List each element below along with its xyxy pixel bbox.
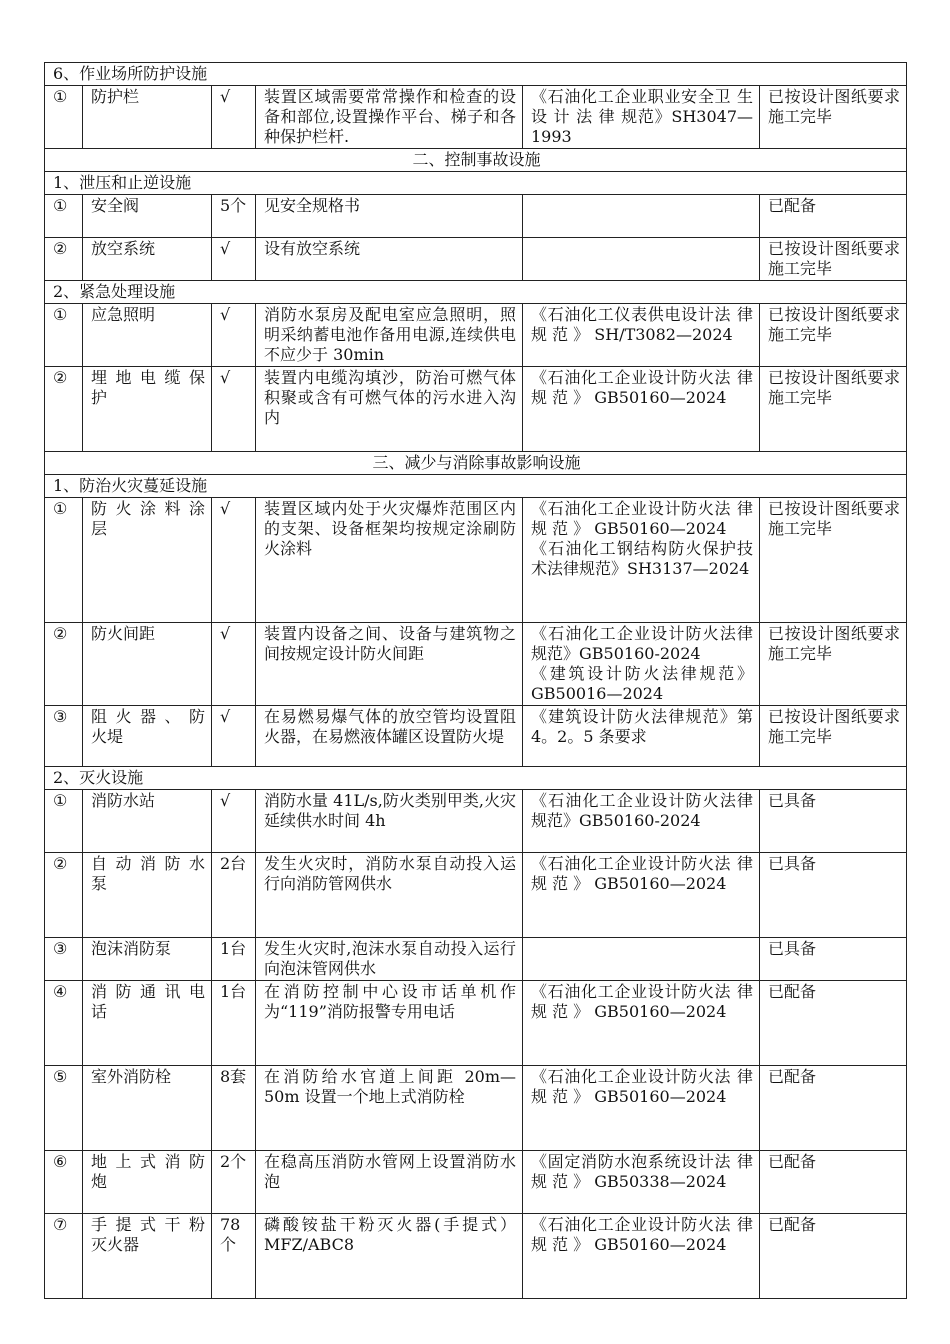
item-name: 埋 地 电 缆 保护 bbox=[83, 367, 212, 452]
item-number: ① bbox=[45, 86, 83, 149]
safety-facilities-table bbox=[44, 62, 907, 1299]
item-quantity: 8套 bbox=[212, 1066, 256, 1151]
item-name: 地 上 式 消 防炮 bbox=[83, 1151, 212, 1214]
subsection-row bbox=[45, 172, 907, 195]
item-quantity: √ bbox=[212, 623, 256, 706]
item-status: 已配备 bbox=[760, 195, 907, 238]
item-description: 发生火灾时,泡沫水泵自动投入运行向泡沫管网供水 bbox=[256, 938, 523, 981]
table-row bbox=[45, 706, 907, 767]
item-description: 在稳高压消防水管网上设置消防水泡 bbox=[256, 1151, 523, 1214]
table-row bbox=[45, 1151, 907, 1214]
subsection-row bbox=[45, 475, 907, 498]
table-row bbox=[45, 238, 907, 281]
item-name: 自 动 消 防 水泵 bbox=[83, 853, 212, 938]
item-quantity: 2台 bbox=[212, 853, 256, 938]
item-name: 防护栏 bbox=[83, 86, 212, 149]
section-title: 二、控制事故设施 bbox=[45, 149, 907, 172]
item-number: ③ bbox=[45, 938, 83, 981]
item-status: 已具备 bbox=[760, 790, 907, 853]
item-quantity: 5个 bbox=[212, 195, 256, 238]
item-description: 设有放空系统 bbox=[256, 238, 523, 281]
item-standard: 《石油化工企业设计防火法 律 规 范 》 GB50160—2024 bbox=[523, 1066, 760, 1151]
item-number: ② bbox=[45, 623, 83, 706]
item-quantity: 1台 bbox=[212, 981, 256, 1066]
item-name: 安全阀 bbox=[83, 195, 212, 238]
table-body bbox=[45, 63, 907, 1299]
item-number: ⑤ bbox=[45, 1066, 83, 1151]
item-name: 阻 火 器 、 防火堤 bbox=[83, 706, 212, 767]
item-number: ① bbox=[45, 790, 83, 853]
item-quantity: √ bbox=[212, 304, 256, 367]
item-status: 已配备 bbox=[760, 981, 907, 1066]
item-quantity: √ bbox=[212, 498, 256, 623]
item-description: 装置区域内处于火灾爆炸范围区内的支架、设备框架均按规定涂刷防火涂料 bbox=[256, 498, 523, 623]
item-description: 在易燃易爆气体的放空管均设置阻火器，在易燃液体罐区设置防火堤 bbox=[256, 706, 523, 767]
item-description: 在消防给水官道上间距 20m—50m 设置一个地上式消防栓 bbox=[256, 1066, 523, 1151]
item-quantity: √ bbox=[212, 238, 256, 281]
item-standard: 《石油化工企业设计防火法律规范》GB50160-2024 bbox=[523, 790, 760, 853]
item-standard: 《石油化工企业设计防火法律规范》GB50160-2024 《建筑设计防火法律规范》GB50016—2024 bbox=[523, 623, 760, 706]
table-row bbox=[45, 498, 907, 623]
item-name: 泡沫消防泵 bbox=[83, 938, 212, 981]
item-number: ⑥ bbox=[45, 1151, 83, 1214]
item-description: 发生火灾时，消防水泵自动投入运行向消防管网供水 bbox=[256, 853, 523, 938]
item-status: 已配备 bbox=[760, 1214, 907, 1299]
table-row bbox=[45, 86, 907, 149]
table-row bbox=[45, 853, 907, 938]
section-title-row bbox=[45, 149, 907, 172]
item-standard bbox=[523, 238, 760, 281]
subsection-label: 1、防治火灾蔓延设施 bbox=[45, 475, 907, 498]
item-quantity: √ bbox=[212, 367, 256, 452]
table-row bbox=[45, 1214, 907, 1299]
item-number: ① bbox=[45, 195, 83, 238]
item-standard: 《石油化工企业职业安全卫 生 设 计 法 律 规范》SH3047—1993 bbox=[523, 86, 760, 149]
item-number: ② bbox=[45, 238, 83, 281]
item-status: 已具备 bbox=[760, 938, 907, 981]
item-standard bbox=[523, 938, 760, 981]
item-name: 消防水站 bbox=[83, 790, 212, 853]
item-status: 已按设计图纸要求施工完毕 bbox=[760, 623, 907, 706]
item-description: 装置区域需要常常操作和检查的设备和部位,设置操作平台、梯子和各种保护栏杆. bbox=[256, 86, 523, 149]
item-standard: 《石油化工仪表供电设计法 律 规 范 》 SH/T3082—2024 bbox=[523, 304, 760, 367]
table-row bbox=[45, 304, 907, 367]
item-quantity: 2个 bbox=[212, 1151, 256, 1214]
item-name: 消 防 通 讯 电话 bbox=[83, 981, 212, 1066]
subsection-row bbox=[45, 63, 907, 86]
item-standard: 《石油化工企业设计防火法 律 规 范 》 GB50160—2024 bbox=[523, 981, 760, 1066]
item-quantity: √ bbox=[212, 790, 256, 853]
item-description: 装置内电缆沟填沙，防治可燃气体积聚或含有可燃气体的污水进入沟内 bbox=[256, 367, 523, 452]
item-name: 手 提 式 干 粉灭火器 bbox=[83, 1214, 212, 1299]
item-quantity: 1台 bbox=[212, 938, 256, 981]
item-standard: 《石油化工企业设计防火法 律 规 范 》 GB50160—2024 bbox=[523, 1214, 760, 1299]
subsection-label: 6、作业场所防护设施 bbox=[45, 63, 907, 86]
item-standard: 《建筑设计防火法律规范》第 4。2。5 条要求 bbox=[523, 706, 760, 767]
item-number: ① bbox=[45, 304, 83, 367]
item-status: 已具备 bbox=[760, 853, 907, 938]
section-title-row bbox=[45, 452, 907, 475]
item-description: 见安全规格书 bbox=[256, 195, 523, 238]
item-description: 磷酸铵盐干粉灭火器(手提式）MFZ/ABC8 bbox=[256, 1214, 523, 1299]
table-row bbox=[45, 623, 907, 706]
item-status: 已配备 bbox=[760, 1151, 907, 1214]
item-description: 消防水泵房及配电室应急照明，照明采纳蓄电池作备用电源,连续供电不应少于 30min bbox=[256, 304, 523, 367]
item-status: 已按设计图纸要求施工完毕 bbox=[760, 498, 907, 623]
item-number: ③ bbox=[45, 706, 83, 767]
item-status: 已按设计图纸要求施工完毕 bbox=[760, 304, 907, 367]
subsection-label: 1、泄压和止逆设施 bbox=[45, 172, 907, 195]
item-quantity: √ bbox=[212, 706, 256, 767]
subsection-row bbox=[45, 767, 907, 790]
item-standard: 《石油化工企业设计防火法 律 规 范 》 GB50160—2024 《石油化工钢结构防火保护技术法律规范》SH3137—2024 bbox=[523, 498, 760, 623]
item-number: ④ bbox=[45, 981, 83, 1066]
item-status: 已按设计图纸要求施工完毕 bbox=[760, 706, 907, 767]
item-standard: 《固定消防水泡系统设计法 律 规 范 》 GB50338—2024 bbox=[523, 1151, 760, 1214]
item-standard bbox=[523, 195, 760, 238]
item-description: 在消防控制中心设市话单机作为“119”消防报警专用电话 bbox=[256, 981, 523, 1066]
item-name: 室外消防栓 bbox=[83, 1066, 212, 1151]
item-standard: 《石油化工企业设计防火法 律 规 范 》 GB50160—2024 bbox=[523, 853, 760, 938]
item-number: ① bbox=[45, 498, 83, 623]
item-quantity: 78个 bbox=[212, 1214, 256, 1299]
table-row bbox=[45, 981, 907, 1066]
table-row bbox=[45, 367, 907, 452]
subsection-label: 2、紧急处理设施 bbox=[45, 281, 907, 304]
subsection-row bbox=[45, 281, 907, 304]
table-row bbox=[45, 938, 907, 981]
table-row bbox=[45, 790, 907, 853]
table-row bbox=[45, 195, 907, 238]
item-quantity: √ bbox=[212, 86, 256, 149]
item-name: 防火间距 bbox=[83, 623, 212, 706]
item-name: 放空系统 bbox=[83, 238, 212, 281]
item-status: 已按设计图纸要求施工完毕 bbox=[760, 367, 907, 452]
item-number: ② bbox=[45, 853, 83, 938]
item-standard: 《石油化工企业设计防火法 律 规 范 》 GB50160—2024 bbox=[523, 367, 760, 452]
item-name: 防 火 涂 料 涂层 bbox=[83, 498, 212, 623]
item-status: 已配备 bbox=[760, 1066, 907, 1151]
item-status: 已按设计图纸要求施工完毕 bbox=[760, 86, 907, 149]
item-number: ② bbox=[45, 367, 83, 452]
item-description: 装置内设备之间、设备与建筑物之间按规定设计防火间距 bbox=[256, 623, 523, 706]
subsection-label: 2、灭火设施 bbox=[45, 767, 907, 790]
item-status: 已按设计图纸要求施工完毕 bbox=[760, 238, 907, 281]
item-number: ⑦ bbox=[45, 1214, 83, 1299]
table-row bbox=[45, 1066, 907, 1151]
item-description: 消防水量 41L/s,防火类别甲类,火灾延续供水时间 4h bbox=[256, 790, 523, 853]
item-name: 应急照明 bbox=[83, 304, 212, 367]
section-title: 三、减少与消除事故影响设施 bbox=[45, 452, 907, 475]
